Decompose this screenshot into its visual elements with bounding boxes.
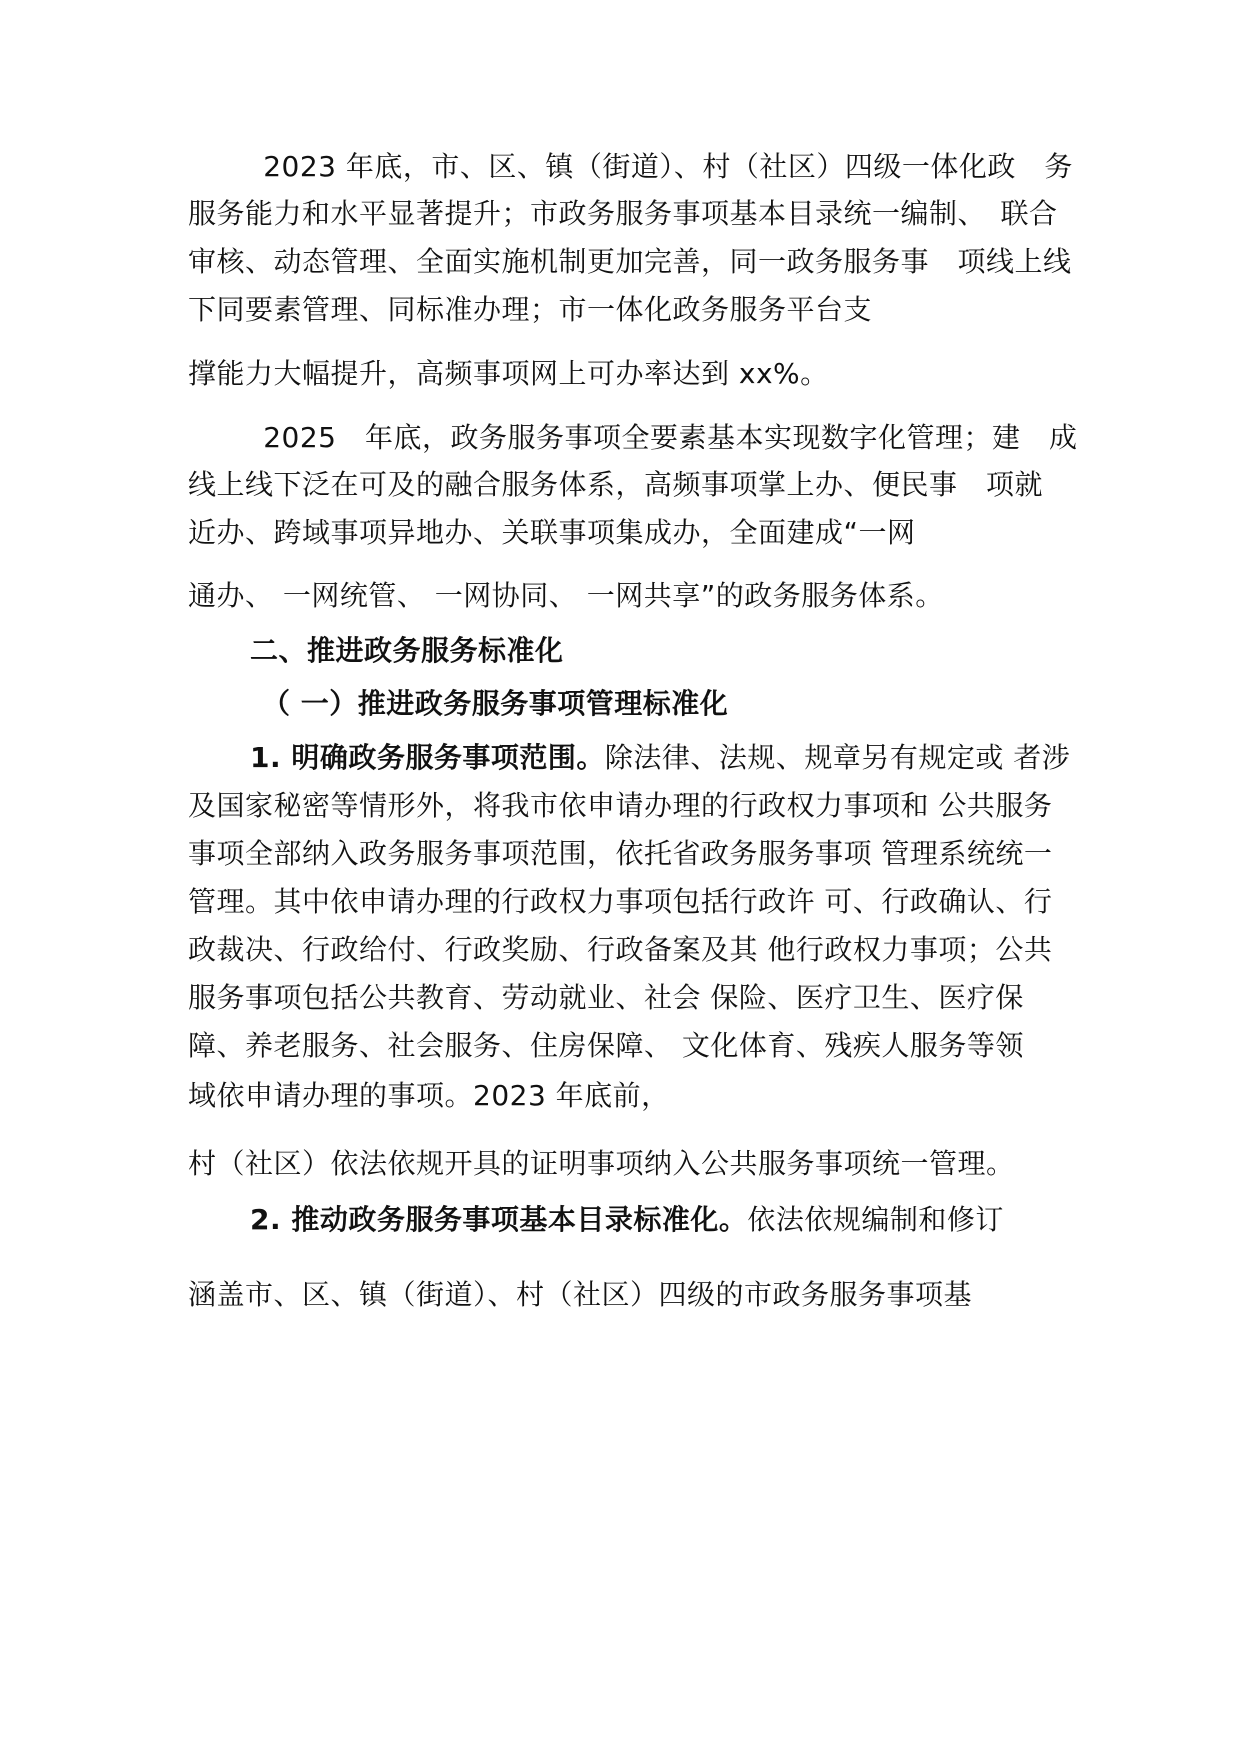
subsection-heading-1: （ 一）推进政务服务事项管理标准化 [262,687,729,720]
paragraph-2023-line-4: 下同要素管理、同标准办理；市一体化政务服务平台支 [188,293,873,326]
paragraph-2023-line-3: 审核、动态管理、全面实施机制更加完善，同一政务服务事 项线上线 [188,245,1072,278]
paragraph-2023-line-5: 撑能力大幅提升，高频事项网上可办率达到 xx%。 [188,357,829,390]
item-1-line-1 [250,738,1070,778]
paragraph-2023-line-2: 服务能力和水平显著提升；市政务服务事项基本目录统一编制、 联合 [188,197,1058,230]
section-heading-2: 二、推进政务服务标准化 [250,634,564,667]
item-1-title: 1. 明确政务服务事项范围。 [250,741,605,774]
item-1-line-8: 域依申请办理的事项。2023 年底前， [188,1079,670,1112]
item-1-line-4: 管理。其中依申请办理的行政权力事项包括行政许 可、行政确认、行 [188,885,1053,918]
item-2-line-1 [250,1200,1004,1240]
item-1-line-2: 及国家秘密等情形外，将我市依申请办理的行政权力事项和 公共服务 [188,789,1053,822]
item-1-line-5: 政裁决、行政给付、行政奖励、行政备案及其 他行政权力事项；公共 [188,933,1053,966]
paragraph-2025-line-4: 通办、 一网统管、 一网协同、 一网共享”的政务服务体系。 [188,579,944,612]
item-2-title: 2. 推动政务服务事项基本目录标准化。 [250,1203,748,1236]
item-1-line-3: 事项全部纳入政务服务事项范围，依托省政务服务事项 管理系统统一 [188,837,1053,870]
paragraph-2025-line-3: 近办、跨域事项异地办、关联事项集成办，全面建成“一网 [188,516,916,549]
paragraph-2025-line-1: 2025 年底，政务服务事项全要素基本实现数字化管理；建 成 [188,421,1078,454]
item-2-line-2: 涵盖市、区、镇（街道）、村（社区）四级的市政务服务事项基 [188,1278,973,1311]
paragraph-2023-line-1: 2023 年底，市、区、镇（街道）、村（社区）四级一体化政 务 [188,150,1073,183]
paragraph-2025-line-2: 线上线下泛在可及的融合服务体系，高频事项掌上办、便民事 项就 [188,468,1044,501]
item-1-text: 除法律、法规、规章另有规定或 者涉 [604,741,1071,774]
item-2-text: 依法依规编制和修订 [747,1203,1004,1236]
item-1-line-6: 服务事项包括公共教育、劳动就业、社会 保险、医疗卫生、医疗保 [188,981,1024,1014]
item-1-line-9: 村（社区）依法依规开具的证明事项纳入公共服务事项统一管理。 [188,1147,1015,1180]
item-1-line-7: 障、养老服务、社会服务、住房保障、 文化体育、残疾人服务等领 [188,1029,1024,1062]
